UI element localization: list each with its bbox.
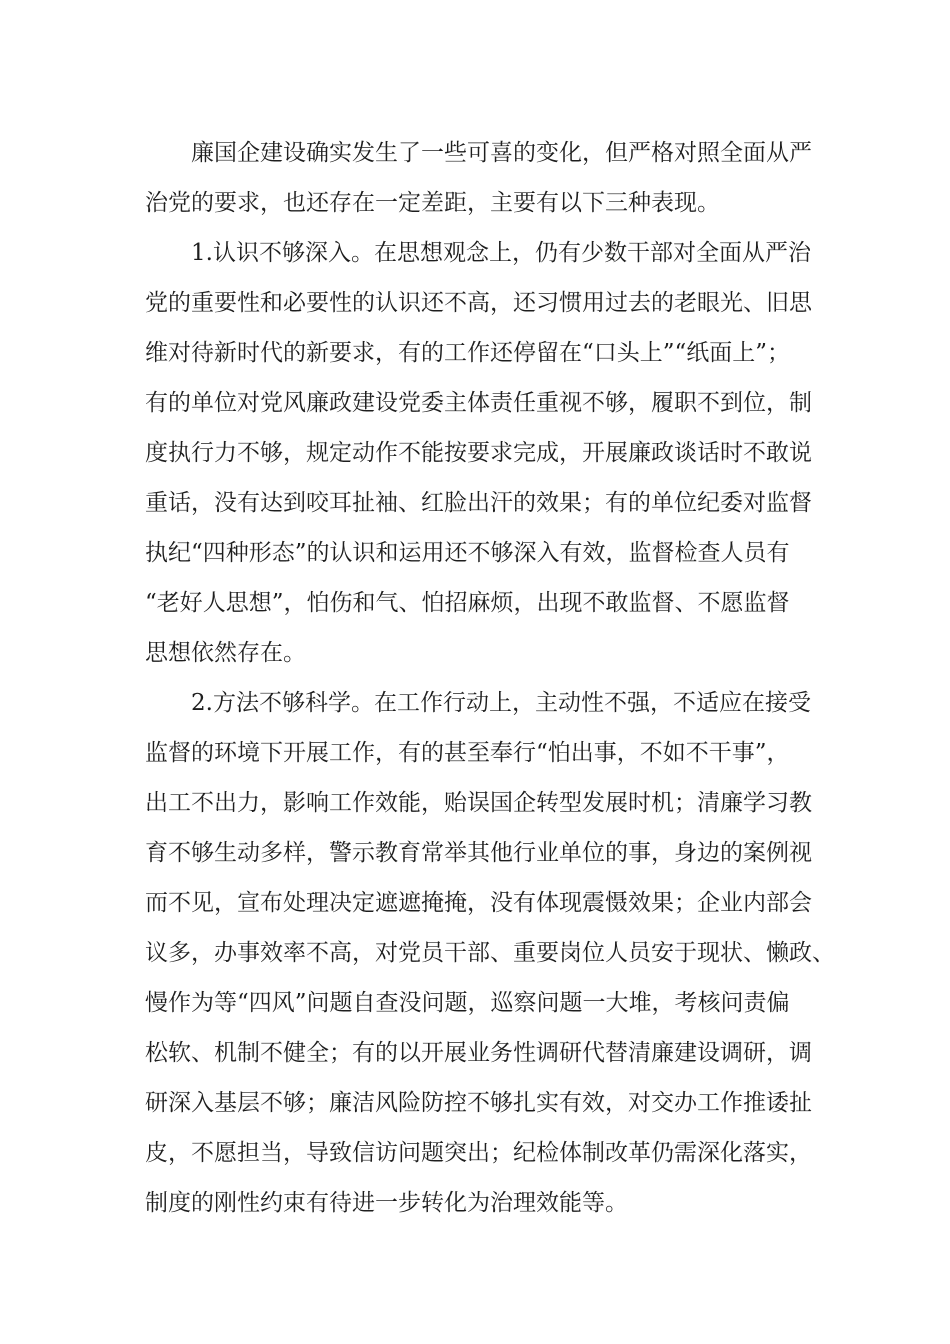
text-line: 廉国企建设确实发生了一些可喜的变化，但严格对照全面从严 <box>191 140 812 166</box>
text-line: 研深入基层不够；廉洁风险防控不够扎实有效，对交办工作推诿扯 <box>145 1090 812 1116</box>
paragraph-intro <box>145 128 825 228</box>
text-line: 而不见，宣布处理决定遮遮掩掩，没有体现震慑效果；企业内部会 <box>145 890 812 916</box>
text-line: 2.方法不够科学。在工作行动上，主动性不强，不适应在接受 <box>191 690 811 716</box>
text-line: 重话，没有达到咬耳扯袖、红脸出汗的效果；有的单位纪委对监督 <box>145 490 812 516</box>
text-line: 思想依然存在。 <box>145 640 306 666</box>
text-line: 慢作为等“四风”问题自查没问题，巡察问题一大堆，考核问责偏 <box>145 990 790 1016</box>
text-line: 出工不出力，影响工作效能，贻误国企转型发展时机；清廉学习教 <box>145 790 812 816</box>
text-line: 1.认识不够深入。在思想观念上，仍有少数干部对全面从严治 <box>191 240 811 266</box>
text-line: 执纪“四种形态”的认识和运用还不够深入有效，监督检查人员有 <box>145 540 790 566</box>
text-line: 维对待新时代的新要求，有的工作还停留在“口头上”“纸面上”； <box>145 340 791 366</box>
text-line: 度执行力不够，规定动作不能按要求完成，开展廉政谈话时不敢说 <box>145 440 812 466</box>
text-line: “老好人思想”，怕伤和气、怕招麻烦，出现不敢监督、不愿监督 <box>145 590 790 616</box>
text-line: 松软、机制不健全；有的以开展业务性调研代替清廉建设调研，调 <box>145 1040 812 1066</box>
paragraph-point-1 <box>145 228 825 678</box>
text-line: 党的重要性和必要性的认识还不高，还习惯用过去的老眼光、旧思 <box>145 290 812 316</box>
text-line: 监督的环境下开展工作，有的甚至奉行“怕出事，不如不干事”， <box>145 740 790 766</box>
text-line: 治党的要求，也还存在一定差距，主要有以下三种表现。 <box>145 190 720 216</box>
text-line: 皮，不愿担当，导致信访问题突出；纪检体制改革仍需深化落实， <box>145 1140 812 1166</box>
text-line: 议多，办事效率不高，对党员干部、重要岗位人员安于现状、懒政、 <box>145 940 835 966</box>
paragraph-point-2 <box>145 678 835 1228</box>
text-line: 制度的刚性约束有待进一步转化为治理效能等。 <box>145 1190 628 1216</box>
body-text <box>145 128 835 1228</box>
text-line: 有的单位对党风廉政建设党委主体责任重视不够，履职不到位，制 <box>145 390 812 416</box>
text-line: 育不够生动多样，警示教育常举其他行业单位的事，身边的案例视 <box>145 840 812 866</box>
